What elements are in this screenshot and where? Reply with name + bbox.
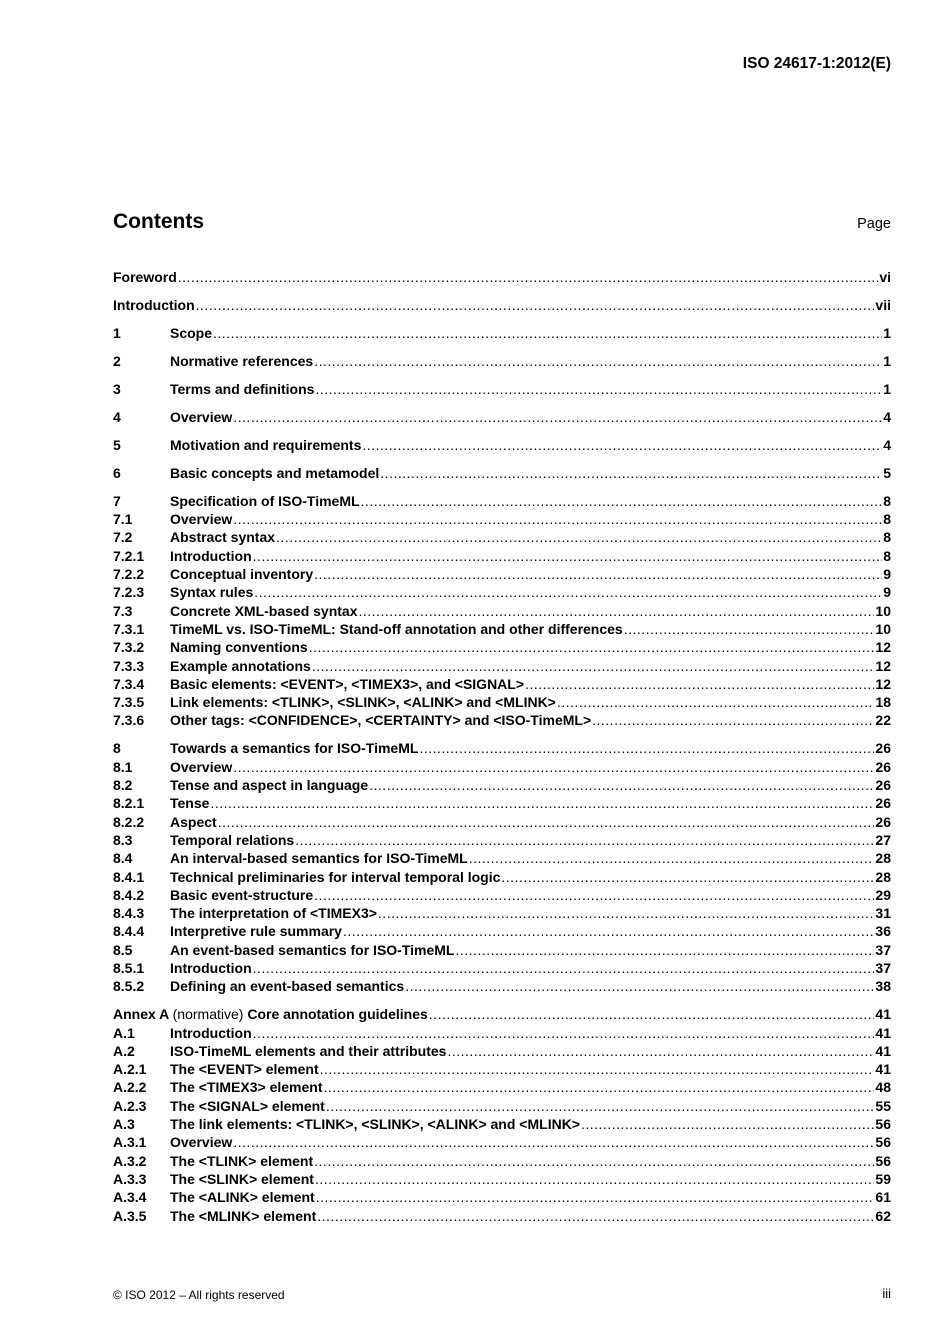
toc-entry[interactable] [113,977,891,995]
toc-entry[interactable] [113,1170,891,1188]
toc-entry[interactable] [113,675,891,693]
toc-dot-leader [254,583,882,601]
toc-dot-leader [316,1188,875,1206]
toc-entry-page: 9 [883,584,891,601]
toc-entry-page: 31 [875,905,891,922]
toc-entry-number: 7.3 [113,602,133,619]
toc-entry[interactable] [113,711,891,729]
toc-entry-number: 7.3.3 [113,657,145,674]
toc-dot-leader [362,436,882,454]
toc-entry[interactable] [113,849,891,867]
toc-entry-number: 7 [113,492,121,509]
toc-entry-page: 12 [875,639,891,656]
toc-entry[interactable] [113,886,891,904]
toc-entry[interactable] [113,638,891,656]
toc-entry[interactable] [113,1115,891,1133]
toc-entry-title: The interpretation of <TIMEX3> [170,905,377,922]
toc-entry-page: 29 [875,886,891,903]
toc-entry-page: 48 [875,1079,891,1096]
toc-entry-page: 26 [875,813,891,830]
toc-entry-page: 1 [883,324,891,341]
toc-entry-page: 26 [875,795,891,812]
toc-entry[interactable] [113,547,891,565]
toc-entry-title: Interpretive rule summary [170,923,342,940]
toc-entry-page: 56 [875,1152,891,1169]
toc-entry-page: 37 [875,959,891,976]
toc-entry-number: 8.4.3 [113,905,145,922]
toc-entry-title: Naming conventions [170,639,308,656]
toc-entry-number: 7.2.3 [113,584,145,601]
toc-dot-leader [309,638,875,656]
toc-dot-leader [469,849,875,867]
toc-dot-leader [253,547,883,565]
toc-entry-number: 8.5.2 [113,978,145,995]
toc-entry-title: Abstract syntax [170,529,276,546]
toc-entry[interactable] [113,794,891,812]
toc-entry[interactable] [113,904,891,922]
toc-annex-number: Annex A [113,1006,169,1023]
toc-entry-title: Introduction [113,296,195,313]
toc-entry-number: A.2.1 [113,1061,147,1078]
toc-dot-leader [210,794,874,812]
toc-entry[interactable] [113,510,891,528]
toc-entry-number: A.3.4 [113,1189,147,1206]
toc-entry[interactable] [113,620,891,638]
toc-entry-page: 1 [883,352,891,369]
toc-dot-leader [233,510,882,528]
toc-entry-title: Conceptual inventory [170,566,314,583]
toc-entry-number: 8.2 [113,777,133,794]
toc-entry[interactable] [113,602,891,620]
toc-entry[interactable] [113,657,891,675]
toc-dot-leader [501,868,874,886]
toc-entry-title: The <SIGNAL> element [170,1097,325,1114]
toc-dot-leader [233,758,874,776]
toc-entry-number: 8.4.4 [113,923,145,940]
toc-dot-leader [314,352,882,370]
toc-entry[interactable] [113,1152,891,1170]
toc-entry[interactable] [113,1133,891,1151]
toc-entry-page: 12 [875,675,891,692]
toc-entry-page: 4 [883,408,891,425]
toc-entry-page: 8 [883,547,891,564]
toc-entry-page: 10 [875,602,891,619]
toc-entry-title: The link elements: <TLINK>, <SLINK>, <ALINK> and <MLINK> [170,1116,580,1133]
toc-entry-number: 8 [113,740,121,757]
toc-entry-title: Tense and aspect in language [170,777,369,794]
toc-entry-number: A.3.5 [113,1207,147,1224]
toc-entry[interactable] [113,565,891,583]
toc-entry-page: 62 [875,1207,891,1224]
toc-entry-number: 7.3.1 [113,620,145,637]
table-of-contents [113,268,891,1225]
toc-entry-title: Towards a semantics for ISO-TimeML [170,740,419,757]
toc-entry-number: 1 [113,324,121,341]
toc-dot-leader [253,959,875,977]
toc-entry-page: 27 [875,831,891,848]
toc-entry-title: Link elements: <TLINK>, <SLINK>, <ALINK> and <MLINK> [170,694,556,711]
toc-entry[interactable] [113,296,891,314]
toc-entry[interactable] [113,922,891,940]
toc-dot-leader [233,408,882,426]
toc-entry[interactable] [113,1097,891,1115]
toc-entry-title: Example annotations [170,657,311,674]
toc-dot-leader [314,565,882,583]
toc-entry-title: Overview [170,1134,233,1151]
toc-entry-page: 8 [883,511,891,528]
toc-entry-number: 8.5 [113,941,133,958]
toc-dot-leader [315,1170,874,1188]
toc-entry-number: A.2 [113,1042,135,1059]
toc-entry-page: 28 [875,868,891,885]
toc-entry-number: 2 [113,352,121,369]
toc-entry[interactable] [113,739,891,757]
toc-entry[interactable] [113,1005,891,1023]
toc-entry[interactable] [113,352,891,370]
toc-entry-number: 7.3.6 [113,712,145,729]
toc-dot-leader [405,977,874,995]
toc-dot-leader [213,324,882,342]
toc-entry-title: Overview [170,511,233,528]
toc-entry-number: 4 [113,408,121,425]
toc-entry-title: Motivation and requirements [170,436,362,453]
toc-entry-title: An event-based semantics for ISO-TimeML [170,941,455,958]
toc-dot-leader [314,886,874,904]
toc-entry-number: A.2.2 [113,1079,147,1096]
toc-entry-number: 3 [113,380,121,397]
toc-dot-leader [359,602,875,620]
toc-entry-title: Scope [170,324,213,341]
toc-entry[interactable] [113,583,891,601]
toc-entry-page: 41 [875,1061,891,1078]
toc-dot-leader [525,675,874,693]
toc-entry[interactable] [113,693,891,711]
toc-annex-title: Core annotation guidelines [247,1006,428,1023]
toc-entry-page: 9 [883,566,891,583]
toc-dot-leader [324,1078,875,1096]
toc-entry-number: 6 [113,464,121,481]
toc-entry-page: 22 [875,712,891,729]
toc-dot-leader [369,776,874,794]
toc-dot-leader [196,296,875,314]
toc-entry[interactable] [113,528,891,546]
toc-dot-leader [378,904,875,922]
toc-entry-number: 7.1 [113,511,133,528]
toc-entry[interactable] [113,959,891,977]
toc-entry-title: Introduction [170,959,252,976]
toc-entry[interactable] [113,758,891,776]
toc-entry-title: Aspect [170,813,217,830]
toc-entry-page: 41 [875,1006,891,1023]
toc-entry[interactable] [113,436,891,454]
toc-entry[interactable] [113,492,891,510]
toc-entry-number: 8.4.2 [113,886,145,903]
toc-entry-page: 4 [883,436,891,453]
toc-entry-title: Overview [170,758,233,775]
toc-entry-page: 56 [875,1134,891,1151]
toc-entry-number: 5 [113,436,121,453]
toc-dot-leader [295,831,874,849]
toc-entry-page: 38 [875,978,891,995]
toc-entry-number: 8.5.1 [113,959,145,976]
toc-dot-leader [178,268,879,286]
toc-entry-title: Introduction [170,547,252,564]
toc-entry-title: An interval-based semantics for ISO-TimeML [170,850,468,867]
toc-entry-number: 7.2 [113,529,133,546]
toc-entry-page: 55 [875,1097,891,1114]
toc-dot-leader [253,1024,875,1042]
toc-entry-title: Overview [170,408,233,425]
toc-entry-number: A.3.3 [113,1170,147,1187]
toc-entry-number: 8.2.2 [113,813,145,830]
toc-entry-title: Temporal relations [170,831,295,848]
page-column-label: Page [857,216,891,232]
toc-entry-page: 26 [875,777,891,794]
toc-entry-title: Foreword [113,269,177,285]
toc-entry-title: Concrete XML-based syntax [170,602,358,619]
toc-entry-title: The <ALINK> element [170,1189,315,1206]
toc-entry-page: 10 [875,620,891,637]
toc-dot-leader [233,1133,874,1151]
contents-title: Contents [113,210,204,233]
toc-entry[interactable] [113,1078,891,1096]
toc-entry-page: 41 [875,1024,891,1041]
toc-entry-number: A.3.2 [113,1152,147,1169]
toc-entry-title: Introduction [170,1024,252,1041]
toc-entry[interactable] [113,380,891,398]
toc-entry-number: 8.1 [113,758,133,775]
document-id: ISO 24617-1:2012(E) [742,55,891,72]
toc-entry[interactable] [113,813,891,831]
toc-entry-number: 7.3.5 [113,694,145,711]
toc-entry-number: 7.2.1 [113,547,145,564]
toc-entry-page: 5 [883,464,891,481]
toc-entry-page: 28 [875,850,891,867]
toc-entry-page: 36 [875,923,891,940]
toc-entry-page: 8 [883,492,891,509]
toc-entry-number: 7.3.4 [113,675,145,692]
toc-entry-page: 56 [875,1116,891,1133]
toc-entry-number: 7.3.2 [113,639,145,656]
toc-entry-title: The <EVENT> element [170,1061,319,1078]
toc-entry-page: 41 [875,1042,891,1059]
copyright-notice: © ISO 2012 – All rights reserved [113,1288,285,1302]
toc-dot-leader [624,620,875,638]
toc-entry-title: Terms and definitions [170,380,315,397]
toc-entry-page: vii [875,296,891,313]
toc-entry[interactable] [113,831,891,849]
toc-entry[interactable] [113,1024,891,1042]
toc-entry[interactable] [113,324,891,342]
toc-entry-page: 59 [875,1170,891,1187]
toc-dot-leader [429,1005,875,1023]
toc-dot-leader [557,693,875,711]
toc-entry-title: Technical preliminaries for interval temporal logic [170,868,501,885]
toc-entry-title: TimeML vs. ISO-TimeML: Stand-off annotation and other differences [170,620,623,637]
toc-entry-title: The <TLINK> element [170,1152,314,1169]
toc-entry[interactable] [113,268,891,286]
toc-dot-leader [276,528,882,546]
toc-dot-leader [380,464,882,482]
toc-entry-page: 18 [875,694,891,711]
toc-dot-leader [447,1042,874,1060]
toc-entry-title: Tense [170,795,210,812]
toc-annex-kind: (normative) [172,1006,244,1023]
toc-entry-title: Other tags: <CONFIDENCE>, <CERTAINTY> and <ISO-TimeML> [170,712,592,729]
toc-entry-number: 8.4.1 [113,868,145,885]
toc-entry[interactable] [113,1060,891,1078]
toc-entry[interactable] [113,408,891,426]
toc-entry[interactable] [113,941,891,959]
toc-entry-title: Basic concepts and metamodel [170,464,380,481]
toc-entry[interactable] [113,1188,891,1206]
toc-dot-leader [592,711,874,729]
toc-dot-leader [315,380,882,398]
toc-entry-number: 8.3 [113,831,133,848]
toc-dot-leader [326,1097,875,1115]
toc-entry-page: vi [879,269,891,285]
toc-dot-leader [218,813,875,831]
toc-entry-title: Normative references [170,352,314,369]
toc-entry-number: 8.4 [113,850,133,867]
toc-entry-page: 37 [875,941,891,958]
toc-entry-number: A.2.3 [113,1097,147,1114]
toc-entry-title: The <TIMEX3> element [170,1079,323,1096]
toc-dot-leader [320,1060,875,1078]
toc-dot-leader [361,492,883,510]
toc-entry-title: The <MLINK> element [170,1207,317,1224]
toc-entry-number: 8.2.1 [113,795,145,812]
toc-entry-page: 61 [875,1189,891,1206]
toc-entry-number: A.3 [113,1116,135,1133]
toc-dot-leader [455,941,874,959]
toc-entry-title: Specification of ISO-TimeML [170,492,360,509]
toc-entry[interactable] [113,868,891,886]
toc-dot-leader [343,922,874,940]
toc-entry-number: A.3.1 [113,1134,147,1151]
toc-entry-title: Basic event-structure [170,886,314,903]
toc-entry-number: 7.2.2 [113,566,145,583]
toc-dot-leader [312,657,875,675]
toc-entry-title: ISO-TimeML elements and their attributes [170,1042,447,1059]
toc-entry[interactable] [113,776,891,794]
toc-entry-title: Basic elements: <EVENT>, <TIMEX3>, and <SIGNAL> [170,675,525,692]
toc-dot-leader [317,1207,874,1225]
toc-entry[interactable] [113,1042,891,1060]
toc-entry-page: 12 [875,657,891,674]
toc-entry[interactable] [113,464,891,482]
toc-entry-page: 26 [875,740,891,757]
toc-entry-title: The <SLINK> element [170,1170,314,1187]
toc-entry-page: 1 [883,380,891,397]
toc-entry-title: Defining an event-based semantics [170,978,405,995]
toc-entry-title [113,1005,428,1023]
toc-entry-page: 8 [883,529,891,546]
toc-dot-leader [419,739,874,757]
toc-entry-title: Syntax rules [170,584,254,601]
toc-dot-leader [581,1115,874,1133]
toc-entry[interactable] [113,1207,891,1225]
toc-entry-page: 26 [875,758,891,775]
toc-dot-leader [314,1152,874,1170]
toc-entry-number: A.1 [113,1024,135,1041]
page-number: iii [882,1286,891,1301]
